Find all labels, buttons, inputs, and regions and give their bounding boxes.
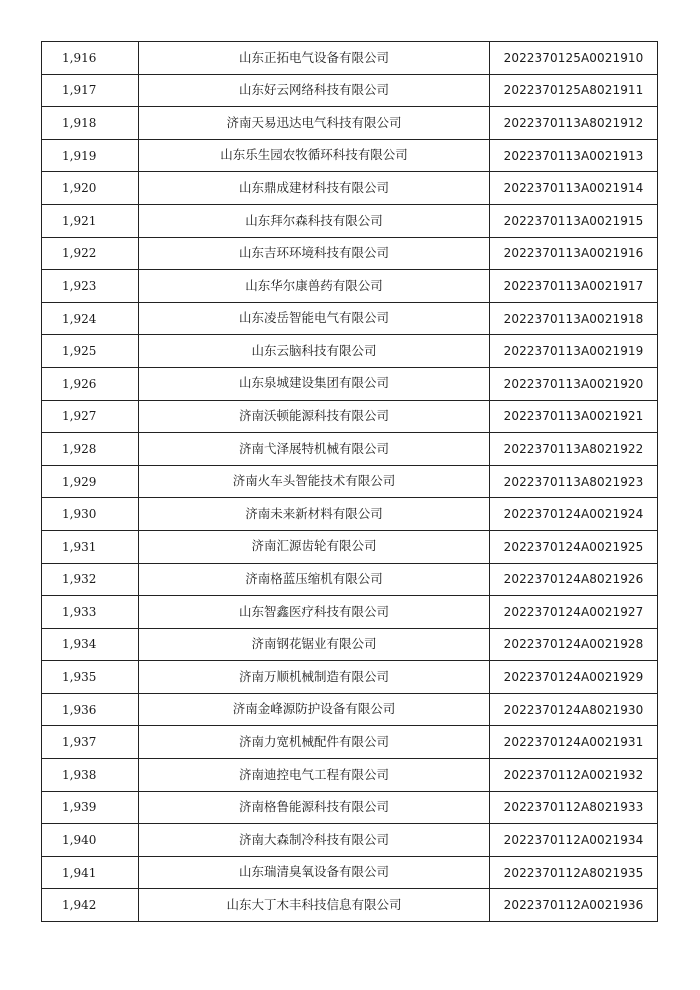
table-row: [42, 661, 658, 694]
row-sequence-number: 1,924: [42, 302, 139, 335]
company-name: 山东凌岳智能电气有限公司: [139, 302, 490, 335]
table-row: [42, 498, 658, 531]
row-sequence-number: 1,926: [42, 367, 139, 400]
table-row: [42, 433, 658, 466]
registration-code: 2022370124A0021924: [490, 498, 658, 531]
table-row: [42, 335, 658, 368]
registration-code: 2022370124A8021930: [490, 693, 658, 726]
company-name: 山东云脑科技有限公司: [139, 335, 490, 368]
row-sequence-number: 1,928: [42, 433, 139, 466]
table-row: [42, 237, 658, 270]
table-row: [42, 270, 658, 303]
registration-code: 2022370113A0021919: [490, 335, 658, 368]
table-row: [42, 628, 658, 661]
registration-code: 2022370112A0021934: [490, 824, 658, 857]
company-name: 济南力宽机械配件有限公司: [139, 726, 490, 759]
registration-code: 2022370113A0021921: [490, 400, 658, 433]
registration-code: 2022370113A0021917: [490, 270, 658, 303]
registration-code: 2022370112A8021935: [490, 856, 658, 889]
table-row: [42, 172, 658, 205]
company-name: 济南大森制冷科技有限公司: [139, 824, 490, 857]
company-name: 济南汇源齿轮有限公司: [139, 530, 490, 563]
table-row: [42, 824, 658, 857]
company-name: 济南钢花锯业有限公司: [139, 628, 490, 661]
table-row: [42, 759, 658, 792]
table-row: [42, 302, 658, 335]
table-row: [42, 400, 658, 433]
company-name: 济南格鲁能源科技有限公司: [139, 791, 490, 824]
company-name: 济南天易迅达电气科技有限公司: [139, 107, 490, 140]
row-sequence-number: 1,942: [42, 889, 139, 922]
table-row: [42, 367, 658, 400]
registration-code: 2022370113A0021916: [490, 237, 658, 270]
company-name: 山东吉环环境科技有限公司: [139, 237, 490, 270]
row-sequence-number: 1,916: [42, 42, 139, 75]
row-sequence-number: 1,941: [42, 856, 139, 889]
company-name: 济南迪控电气工程有限公司: [139, 759, 490, 792]
row-sequence-number: 1,921: [42, 204, 139, 237]
company-name: 山东鼎成建材科技有限公司: [139, 172, 490, 205]
row-sequence-number: 1,930: [42, 498, 139, 531]
table-row: [42, 889, 658, 922]
row-sequence-number: 1,935: [42, 661, 139, 694]
registration-code: 2022370112A8021933: [490, 791, 658, 824]
registration-code: 2022370113A0021915: [490, 204, 658, 237]
table-row: [42, 596, 658, 629]
company-name: 山东大丁木丰科技信息有限公司: [139, 889, 490, 922]
company-name: 济南沃顿能源科技有限公司: [139, 400, 490, 433]
row-sequence-number: 1,931: [42, 530, 139, 563]
row-sequence-number: 1,939: [42, 791, 139, 824]
row-sequence-number: 1,929: [42, 465, 139, 498]
registration-code: 2022370113A8021923: [490, 465, 658, 498]
registration-code: 2022370124A0021929: [490, 661, 658, 694]
table-row: [42, 856, 658, 889]
company-name: 山东乐生园农牧循环科技有限公司: [139, 139, 490, 172]
company-name: 济南格蓝压缩机有限公司: [139, 563, 490, 596]
registration-code: 2022370124A8021926: [490, 563, 658, 596]
table-row: [42, 791, 658, 824]
table-row: [42, 693, 658, 726]
table-row: [42, 530, 658, 563]
company-name: 济南弋泽展特机械有限公司: [139, 433, 490, 466]
table-row: [42, 465, 658, 498]
registration-code: 2022370113A0021918: [490, 302, 658, 335]
table-row: [42, 42, 658, 75]
registration-code: 2022370113A0021920: [490, 367, 658, 400]
registration-code: 2022370113A0021913: [490, 139, 658, 172]
company-registry-table: [41, 41, 658, 922]
row-sequence-number: 1,923: [42, 270, 139, 303]
registration-code: 2022370125A0021910: [490, 42, 658, 75]
company-name: 山东瑞清臭氧设备有限公司: [139, 856, 490, 889]
company-name: 山东泉城建设集团有限公司: [139, 367, 490, 400]
company-name: 山东智鑫医疗科技有限公司: [139, 596, 490, 629]
row-sequence-number: 1,919: [42, 139, 139, 172]
row-sequence-number: 1,932: [42, 563, 139, 596]
row-sequence-number: 1,933: [42, 596, 139, 629]
company-name: 济南金峰源防护设备有限公司: [139, 693, 490, 726]
registration-code: 2022370113A8021912: [490, 107, 658, 140]
table-row: [42, 204, 658, 237]
registry-table-body: [42, 42, 658, 922]
row-sequence-number: 1,925: [42, 335, 139, 368]
registration-code: 2022370112A0021932: [490, 759, 658, 792]
registration-code: 2022370112A0021936: [490, 889, 658, 922]
company-name: 济南火车头智能技术有限公司: [139, 465, 490, 498]
company-name: 山东好云网络科技有限公司: [139, 74, 490, 107]
row-sequence-number: 1,922: [42, 237, 139, 270]
company-name: 济南万顺机械制造有限公司: [139, 661, 490, 694]
row-sequence-number: 1,934: [42, 628, 139, 661]
row-sequence-number: 1,937: [42, 726, 139, 759]
registration-code: 2022370124A0021928: [490, 628, 658, 661]
table-row: [42, 139, 658, 172]
row-sequence-number: 1,918: [42, 107, 139, 140]
row-sequence-number: 1,936: [42, 693, 139, 726]
registration-code: 2022370113A8021922: [490, 433, 658, 466]
table-row: [42, 107, 658, 140]
registration-code: 2022370125A8021911: [490, 74, 658, 107]
table-row: [42, 563, 658, 596]
table-row: [42, 726, 658, 759]
registration-code: 2022370113A0021914: [490, 172, 658, 205]
row-sequence-number: 1,920: [42, 172, 139, 205]
row-sequence-number: 1,917: [42, 74, 139, 107]
row-sequence-number: 1,927: [42, 400, 139, 433]
company-name: 山东正拓电气设备有限公司: [139, 42, 490, 75]
row-sequence-number: 1,940: [42, 824, 139, 857]
registration-code: 2022370124A0021927: [490, 596, 658, 629]
table-row: [42, 74, 658, 107]
registration-code: 2022370124A0021925: [490, 530, 658, 563]
registration-code: 2022370124A0021931: [490, 726, 658, 759]
company-name: 山东华尔康兽药有限公司: [139, 270, 490, 303]
row-sequence-number: 1,938: [42, 759, 139, 792]
company-name: 济南未来新材料有限公司: [139, 498, 490, 531]
company-name: 山东拜尔森科技有限公司: [139, 204, 490, 237]
